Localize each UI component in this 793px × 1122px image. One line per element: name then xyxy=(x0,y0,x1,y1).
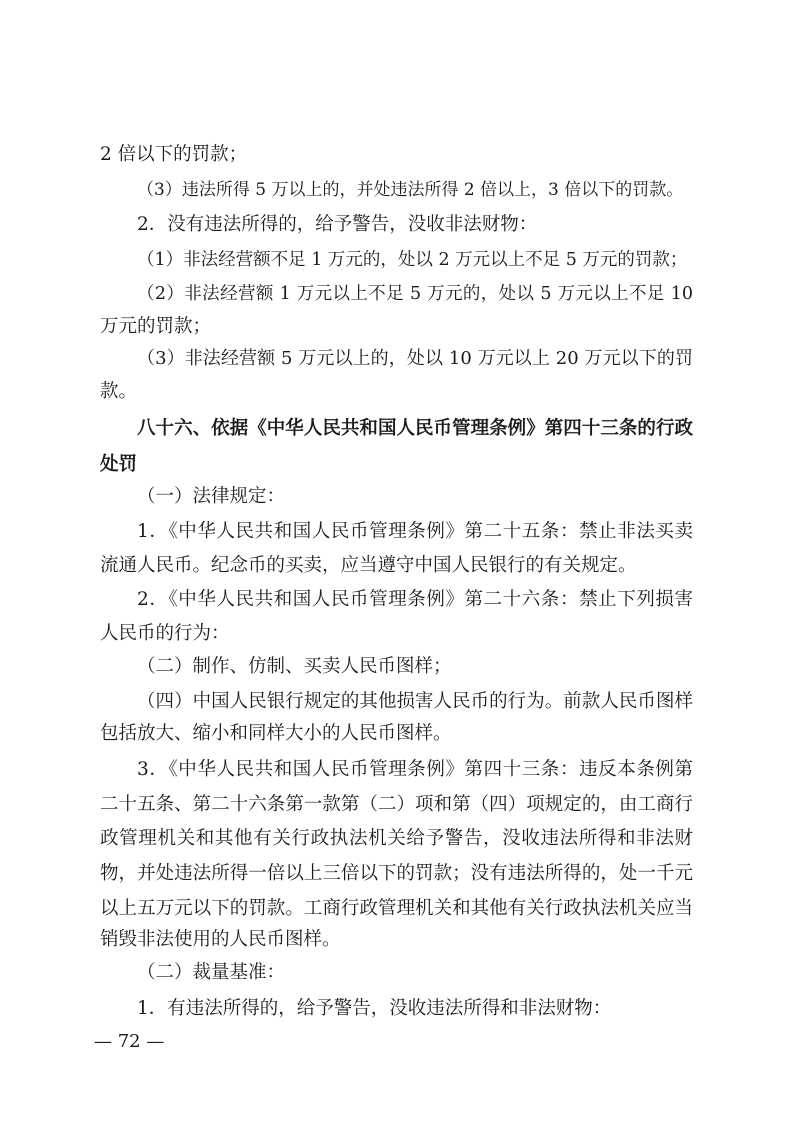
text-line: 二十五条、第二十六条第一款第（二）项和第（四）项规定的，由工商行 xyxy=(100,794,693,815)
page-number: — 72 — xyxy=(94,1031,165,1052)
text-line: 款。 xyxy=(100,381,138,402)
text-line: 销毁非法使用的人民币图样。 xyxy=(100,929,341,950)
text-line: 1．《中华人民共和国人民币管理条例》第二十五条：禁止非法买卖 xyxy=(137,521,693,542)
text-line: 2．没有违法所得的，给予警告，没收非法财物： xyxy=(137,214,538,235)
text-line: 人民币的行为： xyxy=(100,623,230,644)
subheading-discretion-standard: （二）裁量基准： xyxy=(137,962,286,983)
text-line: 2 倍以下的罚款； xyxy=(100,144,248,165)
text-line: （2）非法经营额 1 万元以上不足 5 万元的，处以 5 万元以上不足 10 xyxy=(137,284,693,304)
text-line: 流通人民币。纪念币的买卖，应当遵守中国人民银行的有关规定。 xyxy=(100,555,637,576)
text-line: 2．《中华人民共和国人民币管理条例》第二十六条：禁止下列损害 xyxy=(137,589,693,610)
text-line: 包括放大、缩小和同样大小的人民币图样。 xyxy=(100,723,452,744)
text-line: （二）制作、仿制、买卖人民币图样； xyxy=(137,656,452,677)
text-line: 以上五万元以下的罚款。工商行政管理机关和其他有关行政执法机关应当 xyxy=(100,898,693,919)
section-heading-cont: 处罚 xyxy=(100,454,138,475)
text-line: 1．有违法所得的，给予警告，没收违法所得和非法财物： xyxy=(137,998,612,1019)
text-line: 物，并处违法所得一倍以上三倍以下的罚款；没有违法所得的，处一千元 xyxy=(100,863,693,884)
text-line: （四）中国人民银行规定的其他损害人民币的行为。前款人民币图样 xyxy=(137,691,693,712)
text-line: （3）非法经营额 5 万元以上的，处以 10 万元以上 20 万元以下的罚 xyxy=(137,348,693,369)
text-line: 3．《中华人民共和国人民币管理条例》第四十三条：违反本条例第 xyxy=(137,759,693,780)
text-line: （1）非法经营额不足 1 万元的，处以 2 万元以上不足 5 万元的罚款； xyxy=(137,250,688,270)
text-line: （3）违法所得 5 万以上的，并处违法所得 2 倍以上，3 倍以下的罚款。 xyxy=(137,180,684,200)
subheading-legal-provisions: （一）法律规定： xyxy=(137,486,286,507)
text-line: 政管理机关和其他有关行政执法机关给予警告，没收违法所得和非法财 xyxy=(100,828,693,849)
text-line: 万元的罚款； xyxy=(100,316,212,337)
section-heading: 八十六、依据《中华人民共和国人民币管理条例》第四十三条的行政 xyxy=(137,418,693,439)
